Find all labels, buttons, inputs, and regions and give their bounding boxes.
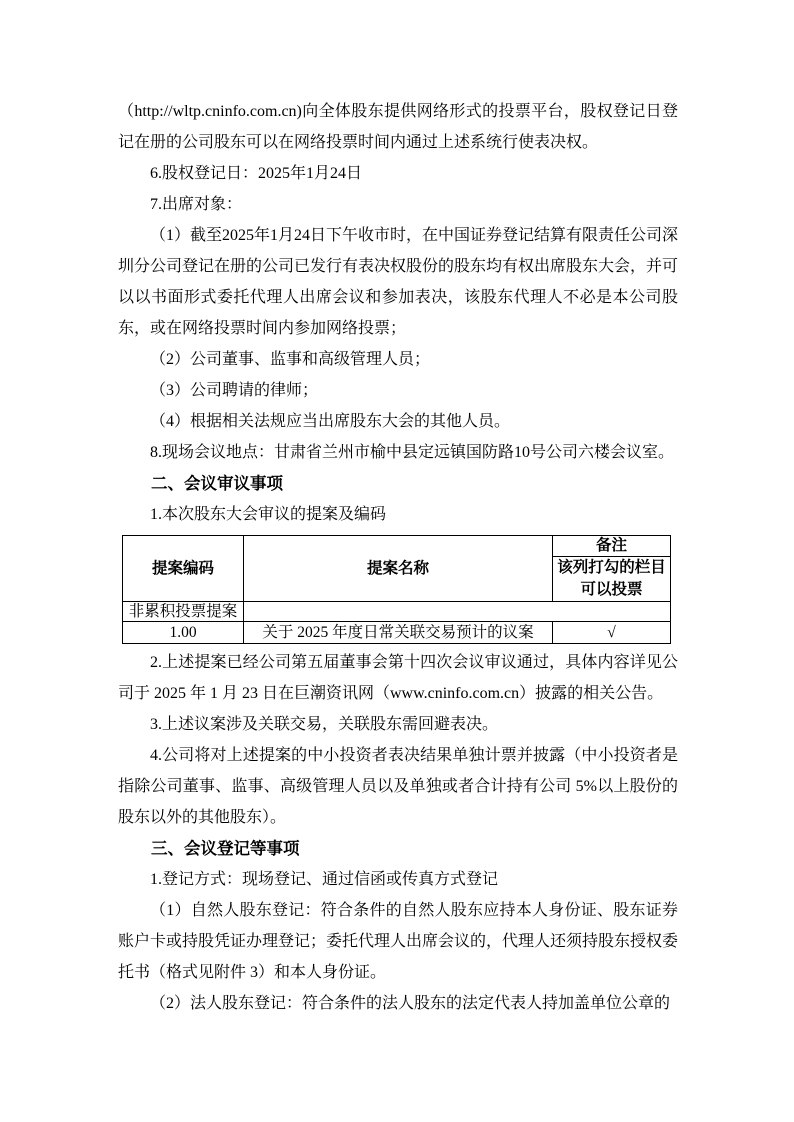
item-minority-investors: 4.公司将对上述提案的中小投资者表决结果单独计票并披露（中小投资者是指除公司董事、监事、高级管理人员以及单独或者合计持有公司 5%以上股份的股东以外的其他股东）。 <box>118 747 678 826</box>
item-board-approval: 2.上述提案已经公司第五届董事会第十四次会议审议通过，具体内容详见公司于 2025 年 1 月 23 日在巨潮资讯网（www.cninfo.com.cn）披露的相关公告。 <box>118 654 678 702</box>
item-related-transaction: 3.上述议案涉及关联交易，关联股东需回避表决。 <box>150 716 499 733</box>
item-registration-method: 1.登记方式：现场登记、通过信函或传真方式登记 <box>150 871 499 888</box>
item-legal-person-registration: （2）法人股东登记：符合条件的法人股东的法定代表人持加盖单位公章的 <box>150 995 671 1012</box>
item-natural-person-registration: （1）自然人股东登记：符合条件的自然人股东应持本人身份证、股东证券账户卡或持股凭证办理登记；委托代理人出席会议的，代理人还须持股东授权委托书（格式见附件 3）和本人身份证。 <box>118 902 679 981</box>
item-attendees-sub3: （3）公司聘请的律师； <box>150 382 319 399</box>
table-row <box>123 622 671 644</box>
item-attendees-sub4: （4）根据相关法规应当出席股东大会的其他人员。 <box>150 413 511 430</box>
proposal-name-cell: 关于 2025 年度日常关联交易预计的议案 <box>244 622 553 644</box>
proposal-code-cell: 1.00 <box>123 622 244 644</box>
table-group-empty-cell <box>244 602 671 622</box>
col-header-remark: 备注 <box>553 536 671 557</box>
item-record-date: 6.股权登记日：2025年1月24日 <box>150 165 363 182</box>
proposal-remark-checkmark: √ <box>553 622 671 644</box>
item-attendees: 7.出席对象： <box>150 196 243 213</box>
col-header-proposal-name: 提案名称 <box>244 536 553 602</box>
section-title-registration: 三、会议登记等事项 <box>151 839 300 858</box>
item-meeting-venue: 8.现场会议地点：甘肃省兰州市榆中县定远镇国防路10号公司六楼会议室。 <box>150 444 675 461</box>
col-header-remark-note: 该列打勾的栏目可以投票 <box>553 557 671 602</box>
section-title-deliberation: 二、会议审议事项 <box>151 474 283 493</box>
proposal-table <box>122 535 671 644</box>
item-attendees-sub2: （2）公司董事、监事和高级管理人员； <box>150 351 431 368</box>
item-proposal-codes: 1.本次股东大会审议的提案及编码 <box>150 506 387 523</box>
table-group-label: 非累积投票提案 <box>123 602 244 622</box>
col-header-proposal-code: 提案编码 <box>123 536 244 602</box>
paragraph-network-voting-continued: （http://wltp.cninfo.com.cn)向全体股东提供网络形式的投票平台，股权登记日登记在册的公司股东可以在网络投票时间内通过上述系统行使表决权。 <box>118 103 678 151</box>
item-attendees-sub1: （1）截至2025年1月24日下午收市时，在中国证券登记结算有限责任公司深圳分公司登记在册的公司已发行有表决权股份的股东均有权出席股东大会，并可以以书面形式委托代理人出席会议和参加表决，该股东代理人不必是本公司股东，或在网络投票时间内参加网络投票； <box>118 227 679 337</box>
